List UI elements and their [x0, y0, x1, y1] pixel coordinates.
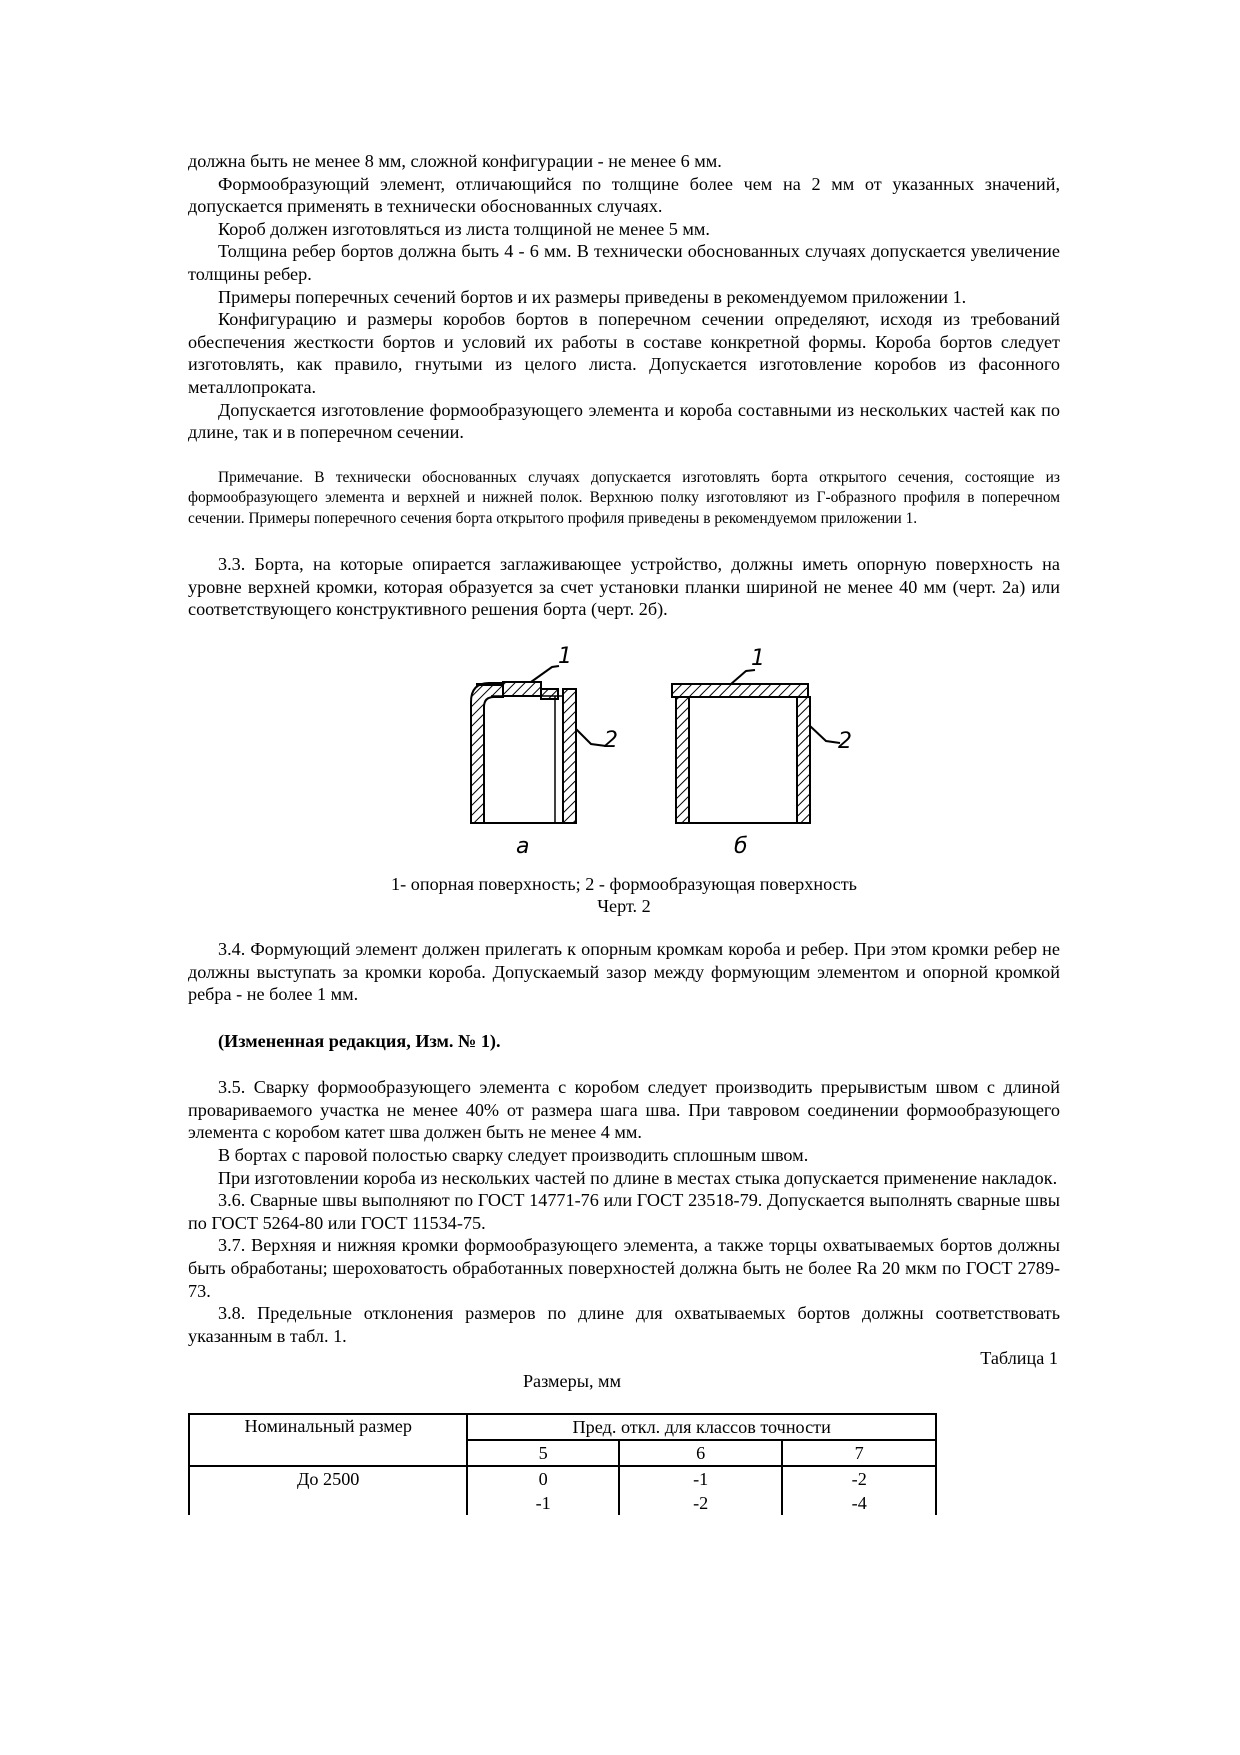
cell-size: До 2500	[189, 1466, 467, 1491]
paragraph: Короб должен изготовляться из листа толщиной не менее 5 мм.	[218, 218, 710, 239]
paragraph: должна быть не менее 8 мм, сложной конфигурации - не менее 6 мм.	[188, 151, 722, 171]
cell-value: -1	[619, 1466, 783, 1491]
cell-value: 0	[467, 1466, 619, 1491]
section-3-4: 3.4. Формующий элемент должен прилегать к опорным кромкам короба и ребер. При этом кромки ребер не должны выступать за кромки короба. Допускаемый зазор между формующим элементом и опорной кромкой ребра - не более 1 мм.	[188, 938, 1060, 1005]
tolerance-table	[188, 1413, 937, 1515]
paragraph: В бортах с паровой полостью сварку следует производить сплошным швом.	[218, 1145, 809, 1166]
section-b	[672, 646, 852, 859]
label-1-b: 1	[751, 645, 765, 671]
table-row	[189, 1466, 936, 1491]
paragraph: Конфигурацию и размеры коробов бортов в поперечном сечении определяют, исходя из требований обеспечения жесткости бортов и условий их работы в составе конкретной формы. Короба бортов следует изготовлять, как правило, гнутыми из целого листа. Допускается изготовление коробов из фасонного металлопроката.	[188, 309, 1060, 397]
section-3-7: 3.7. Верхняя и нижняя кромки формообразующего элемента, а также торцы охватываемых бортов должны быть обработаны; шероховатость обработанных поверхностей должна быть не более Ra 20 мкм по ГОСТ 2789-73.	[188, 1235, 1060, 1301]
board-sections-drawing	[188, 633, 1060, 873]
cell-size	[189, 1491, 467, 1515]
section-3-8: 3.8. Предельные отклонения размеров по длине для охватываемых бортов должны соответствовать указанным в табл. 1.	[188, 1303, 1060, 1346]
table-subtitle: Размеры, мм	[522, 1371, 622, 1391]
section-3-6: 3.6. Сварные швы выполняют по ГОСТ 14771-76 или ГОСТ 23518-79. Допускается выполнять сварные швы по ГОСТ 5264-80 или ГОСТ 11534-75.	[188, 1190, 1060, 1233]
cell-value: -4	[782, 1491, 936, 1515]
paragraph: Формообразующий элемент, отличающийся по толщине более чем на 2 мм от указанных значений, допускается применять в технически обоснованных случаях.	[188, 173, 1060, 217]
table-row	[189, 1491, 936, 1515]
revision-note: (Измененная редакция, Изм. № 1).	[218, 1030, 501, 1051]
header-nominal-size: Номинальный размер	[189, 1414, 467, 1466]
table-title: Таблица 1	[980, 1348, 1058, 1369]
cell-value: -1	[467, 1491, 619, 1515]
cell-value: -2	[782, 1466, 936, 1491]
header-class: 5	[467, 1440, 619, 1466]
section-3-3: 3.3. Борта, на которые опирается заглаживающее устройство, должны иметь опорную поверхность на уровне верхней кромки, которая образуется за счет установки планки шириной не менее 40 мм (черт. 2а) или соответствующего конструктивного решения борта (черт. 2б).	[188, 553, 1060, 620]
header-class: 6	[619, 1440, 783, 1466]
header-class: 7	[782, 1440, 936, 1466]
label-2-b: 2	[838, 728, 852, 754]
header-tolerance-classes: Пред. откл. для классов точности	[467, 1414, 936, 1440]
section-3-5: 3.5. Сварку формообразующего элемента с коробом следует производить прерывистым швом с длиной провариваемого участка не менее 40% от размера шага шва. При тавровом соединении формообразующего элемента с коробом катет шва должен быть не менее 4 мм.	[188, 1077, 1060, 1143]
document-page	[188, 150, 1060, 1515]
paragraph: Толщина ребер бортов должна быть 4 - 6 мм. В технически обоснованных случаях допускается увеличение толщины ребер.	[188, 241, 1060, 284]
figure-2	[188, 633, 1060, 873]
label-sub-b: б	[734, 833, 748, 859]
label-sub-a: а	[516, 833, 530, 859]
label-2-a: 2	[604, 727, 618, 753]
figure-caption: 1- опорная поверхность; 2 - формообразующая поверхность	[391, 873, 857, 894]
paragraph: Допускается изготовление формообразующего элемента и короба составными из нескольких частей как по длине, так и в поперечном сечении.	[188, 399, 1060, 443]
label-1-a: 1	[558, 643, 572, 669]
figure-title: Черт. 2	[597, 896, 651, 917]
paragraph: Примеры поперечных сечений бортов и их размеры приведены в рекомендуемом приложении 1.	[218, 286, 967, 307]
note-paragraph: Примечание. В технически обоснованных случаях допускается изготовлять борта открытого сечения, состоящие из формообразующего элемента и верхней и нижней полок. Верхнюю полку изготовляют из Г-образного профиля в поперечном сечении. Примеры поперечного сечения борта открытого профиля приведены в рекомендуемом приложении 1.	[188, 468, 1060, 527]
paragraph: При изготовлении короба из нескольких частей по длине в местах стыка допускается применение накладок.	[218, 1167, 1058, 1188]
cell-value: -2	[619, 1491, 783, 1515]
section-a	[471, 644, 618, 859]
